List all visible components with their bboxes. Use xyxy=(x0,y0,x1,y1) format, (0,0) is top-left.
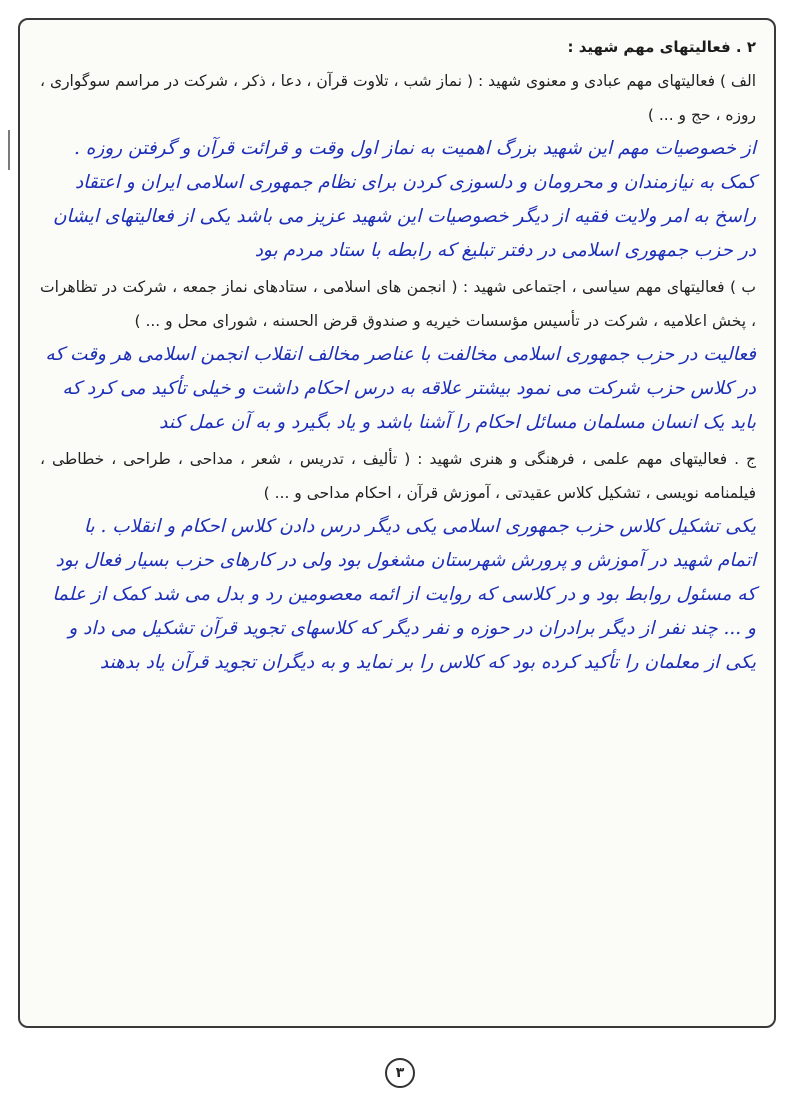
section-scientific-cultural xyxy=(40,442,756,680)
printed-prompt-worship: الف ) فعالیتهای مهم عبادی و معنوی شهید : ( نماز شب ، تلاوت قرآن ، دعا ، ذکر ، شرکت در مراسم سوگواری ، روزه ، حج و ... ) xyxy=(40,72,756,124)
page-number-circle: ۳ xyxy=(385,1058,415,1088)
handwritten-answer-political: فعالیت در حزب جمهوری اسلامی مخالفت با عناصر مخالف انقلاب انجمن اسلامی هر وقت که در کلاس حزب شرکت می نمود بیشتر علاقه به درس احکام داشت و خیلی تأکید می کرد که باید یک انسان مسلمان مسائل احکام را آشنا باشد و یاد بگیرد و به آن عمل کند xyxy=(45,344,756,433)
printed-prompt-political: ب ) فعالیتهای مهم سیاسی ، اجتماعی شهید : ( انجمن های اسلامی ، ستادهای نماز جمعه ، شرکت در تظاهرات ، پخش اعلامیه ، شرکت در تأسیس مؤسسات خیریه و صندوق قرض الحسنه ، شورای محل و ... ) xyxy=(40,278,756,330)
handwritten-answer-cultural: یکی تشکیل کلاس حزب جمهوری اسلامی یکی دیگر درس دادن کلاس احکام و انقلاب . با اتمام شهید در آموزش و پرورش شهرستان مشغول بود ولی در کارهای حزب بسیار فعال بود که مسئول روابط بود و در کلاسی که روایت از ائمه معصومین رد و بدل می شد کمک از علما و ... چند نفر از دیگر برادران در حوزه و نفر دیگر که کلاسهای تجوید قرآن تشکیل می داد و یکی از معلمان را تأکید کرده بود که کلاس را بر نماید و به دیگران تجوید قرآن یاد بدهند xyxy=(52,516,756,673)
printed-prompt-cultural: ج . فعالیتهای مهم علمی ، فرهنگی و هنری شهید : ( تألیف ، تدریس ، شعر ، مداحی ، طراحی ، خطاطی ، فیلمنامه نویسی ، تشکیل کلاس عقیدتی ، آموزش قرآن ، احکام مداحی و ... ) xyxy=(40,450,756,502)
document-body xyxy=(40,30,756,682)
section-political-social xyxy=(40,270,756,440)
margin-mark xyxy=(0,130,10,170)
handwritten-answer-worship: از خصوصیات مهم این شهید بزرگ اهمیت به نماز اول وقت و قرائت قرآن و گرفتن روزه . کمک به نیازمندان و محرومان و دلسوزی کردن برای نظام جمهوری اسلامی ایران و اعتقاد راسخ به امر ولایت فقیه از دیگر خصوصیات این شهید عزیز می باشد یکی از فعالیتهای ایشان در حزب جمهوری اسلامی در دفتر تبلیغ که رابطه با ستاد مردم بود xyxy=(52,138,756,261)
page-number xyxy=(0,1058,800,1088)
section-heading: ۲ . فعالیتهای مهم شهید : xyxy=(567,38,756,56)
section-worship xyxy=(40,64,756,268)
